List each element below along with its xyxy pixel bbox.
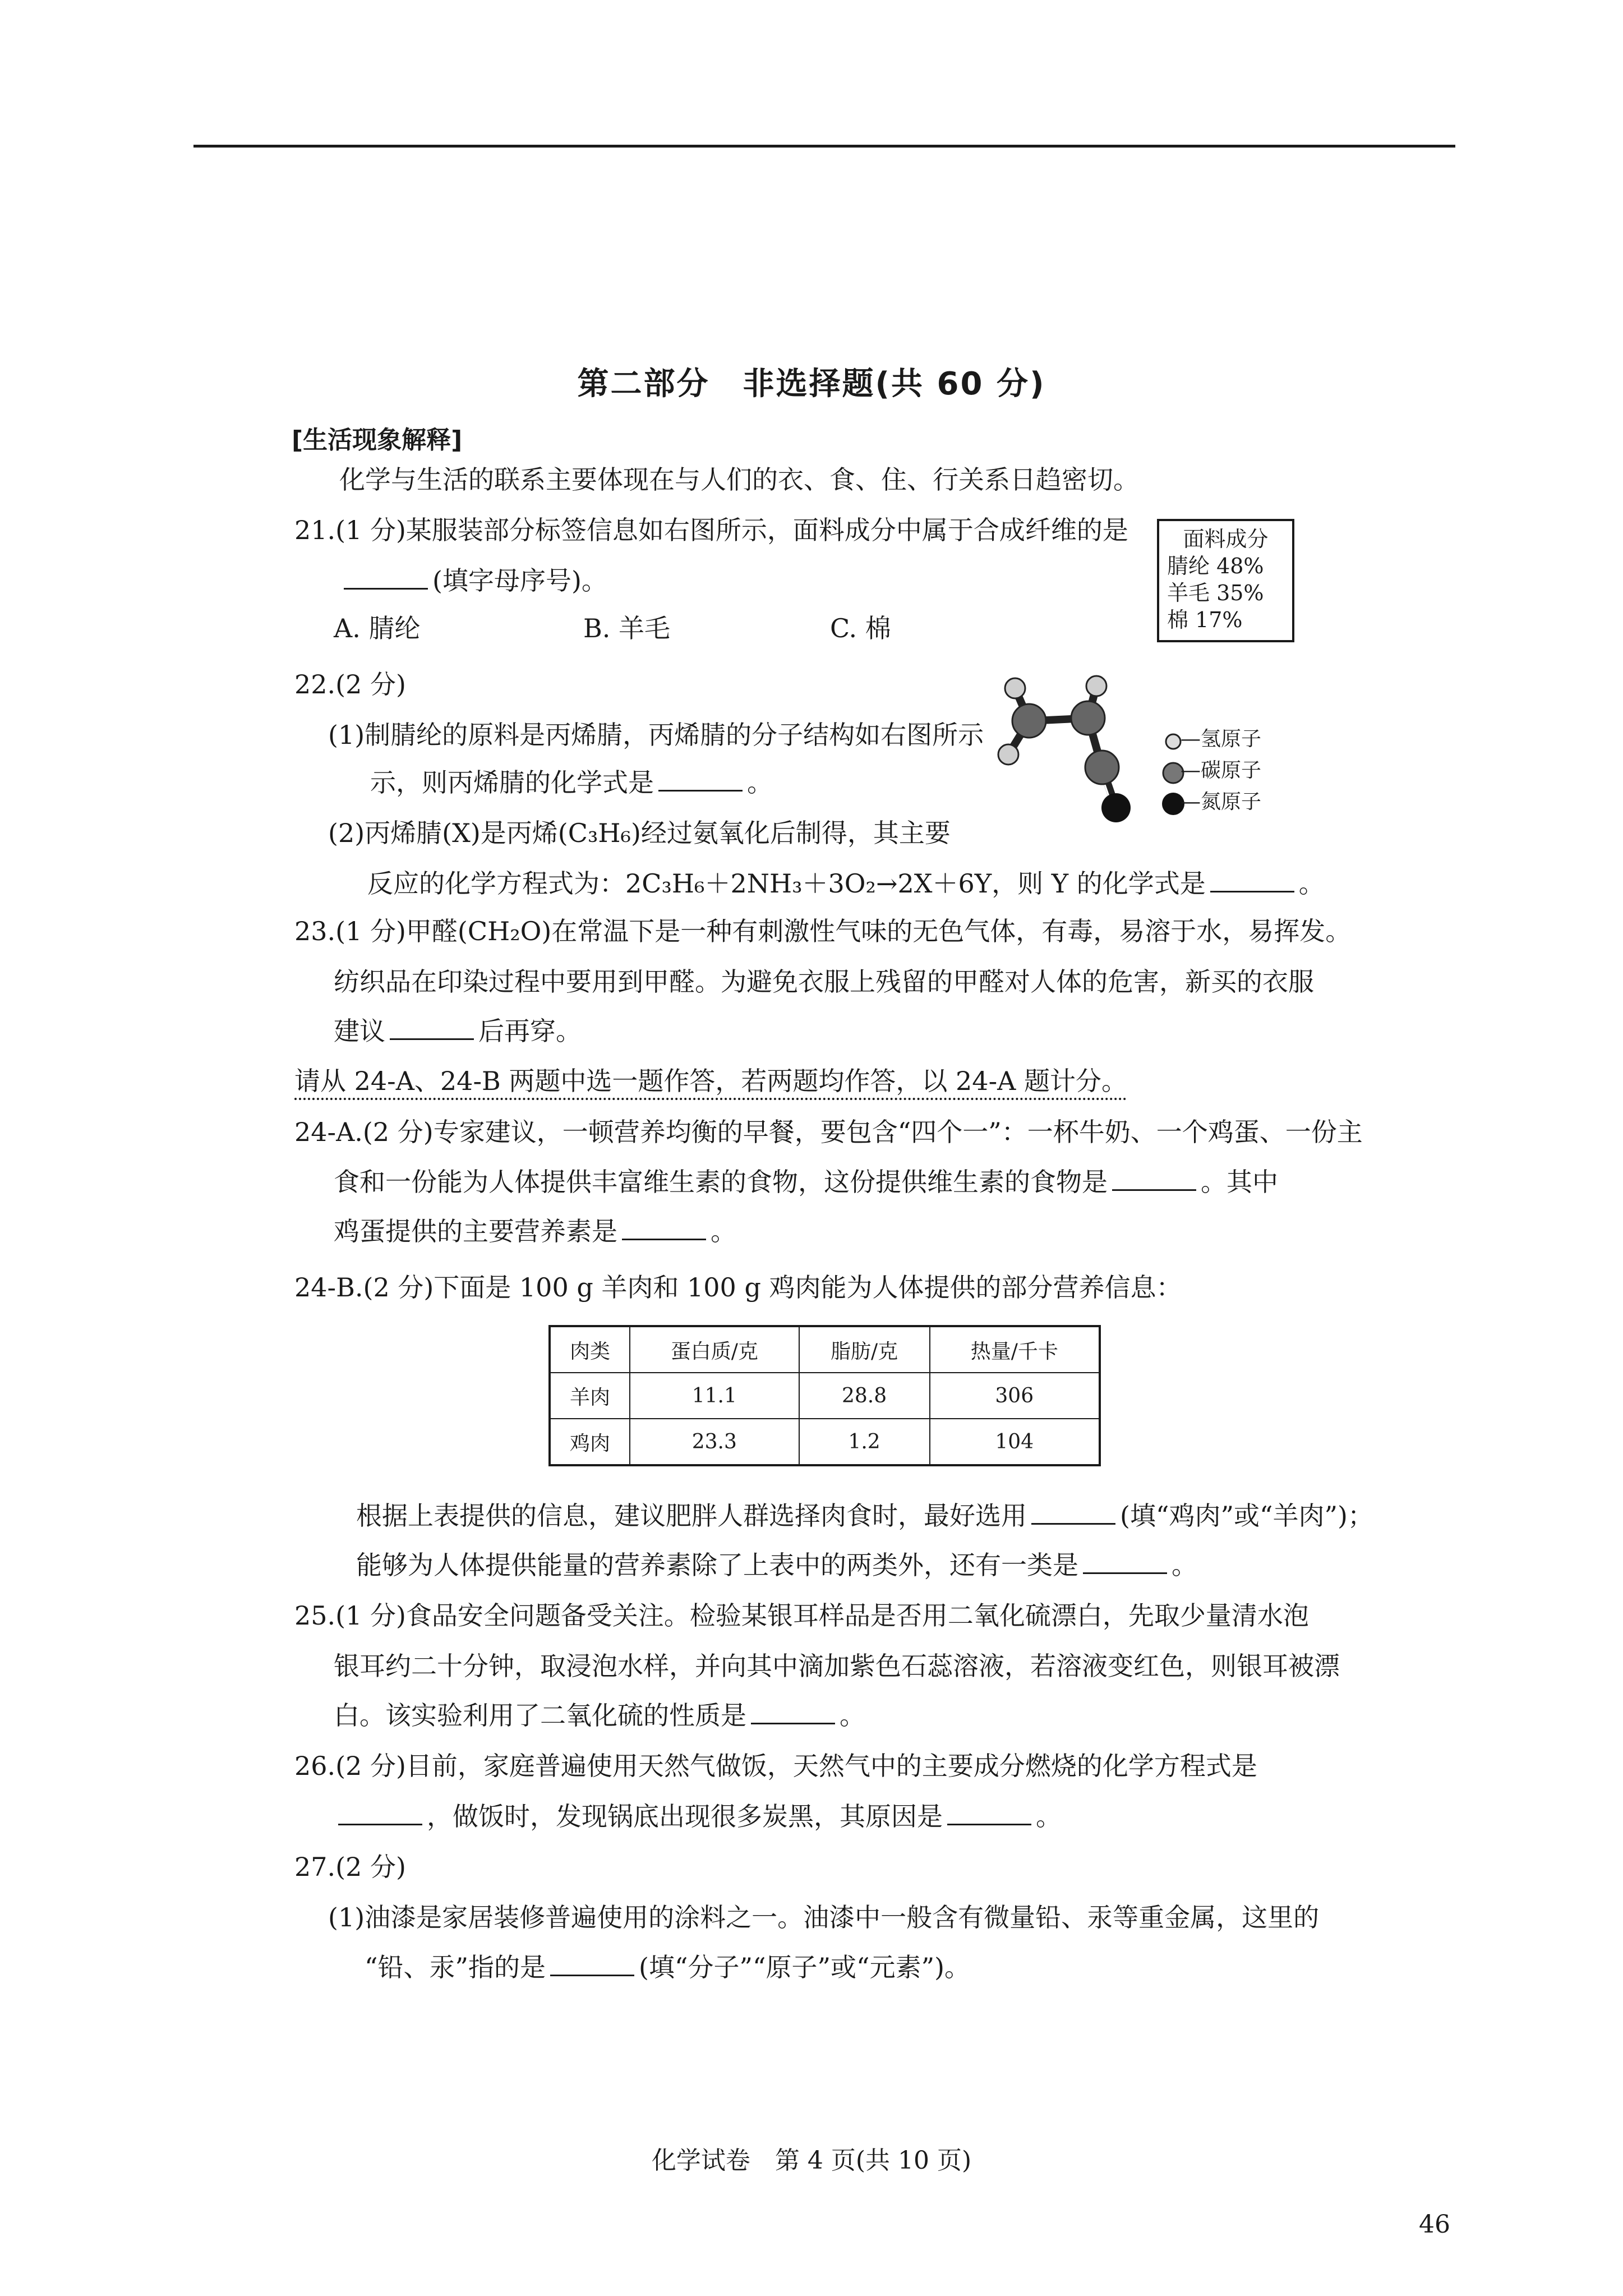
q22-part1-line1: (1)制腈纶的原料是丙烯腈，丙烯腈的分子结构如右图所示 xyxy=(328,720,984,750)
part-title: 第二部分 非选择题(共 60 分) xyxy=(577,366,1046,402)
fabric-item: 棉 17% xyxy=(1167,608,1243,632)
table-row xyxy=(550,1419,1100,1465)
q21-option-c: C. 棉 xyxy=(830,613,891,643)
fabric-item: 羊毛 35% xyxy=(1167,581,1264,605)
q23-line1: 23.(1 分)甲醛(CH₂O)在常温下是一种有刺激性气味的无色气体，有毒，易溶于水，易挥发。 xyxy=(294,916,1352,946)
legend-carbon: —碳原子 xyxy=(1181,759,1262,782)
q23-line2: 纺织品在印染过程中要用到甲醛。为避免衣服上残留的甲醛对人体的危害，新买的衣服 xyxy=(334,967,1314,997)
molecule-legend xyxy=(1181,724,1261,818)
page-number: 46 xyxy=(1419,2210,1450,2239)
q24b-line1: 24-B.(2 分)下面是 100 g 羊肉和 100 g 鸡肉能为人体提供的部分营养信息： xyxy=(294,1272,1182,1303)
choose-instruction: 请从 24-A、24-B 两题中选一题作答，若两题均作答，以 24-A 题计分。 xyxy=(294,1066,1127,1096)
q23-answer-blank[interactable] xyxy=(390,1016,474,1040)
q24b-after-line1: 根据上表提供的信息，建议肥胖人群选择肉食时，最好选用 (填“鸡肉”或“羊肉”)； xyxy=(356,1501,1373,1531)
table-header-cell: 热量/千卡 xyxy=(930,1326,1100,1373)
q21-answer-blank[interactable] xyxy=(344,565,428,590)
q24b-after-line2: 能够为人体提供能量的营养素除了上表中的两类外，还有一类是 。 xyxy=(356,1550,1197,1580)
q26-answer-blank-1[interactable] xyxy=(338,1801,422,1825)
table-cell: 23.3 xyxy=(630,1419,799,1465)
section-heading: [生活现象解释] xyxy=(292,426,463,454)
q22-answer-blank-2[interactable] xyxy=(1210,868,1294,892)
fabric-item: 腈纶 48% xyxy=(1167,554,1264,578)
table-cell: 104 xyxy=(930,1419,1100,1465)
q26-line1: 26.(2 分)目前，家庭普遍使用天然气做饭，天然气中的主要成分燃烧的化学方程式是 xyxy=(294,1751,1257,1781)
table-header-cell: 肉类 xyxy=(550,1326,630,1373)
q25-line3: 白。该实验利用了二氧化硫的性质是 。 xyxy=(334,1700,865,1731)
q21-line1: 21.(1 分)某服装部分标签信息如右图所示，面料成分中属于合成纤维的是 xyxy=(294,515,1128,545)
q24a-line3: 鸡蛋提供的主要营养素是 。 xyxy=(334,1216,736,1246)
legend-nitrogen: —氮原子 xyxy=(1181,790,1262,813)
q25-line1: 25.(1 分)食品安全问题备受关注。检验某银耳样品是否用二氧化硫漂白，先取少量清水泡 xyxy=(294,1600,1309,1631)
q22-answer-blank-1[interactable] xyxy=(658,767,743,792)
q24a-line1: 24-A.(2 分)专家建议，一顿营养均衡的早餐，要包含“四个一”：一杯牛奶、一个鸡蛋、一份主 xyxy=(294,1117,1363,1147)
q27-line1: (1)油漆是家居装修普遍使用的涂料之一。油漆中一般含有微量铅、汞等重金属，这里的 xyxy=(328,1902,1320,1932)
intro-text: 化学与生活的联系主要体现在与人们的衣、食、住、行关系日趋密切。 xyxy=(339,464,1139,495)
q27-line2: “铅、汞”指的是 (填“分子”“原子”或“元素”)。 xyxy=(365,1952,971,1982)
q22-part2-line2: 反应的化学方程式为：2C₃H₆＋2NH₃＋3O₂→2X＋6Y，则 Y 的化学式是 。 xyxy=(367,868,1325,899)
top-rule xyxy=(193,145,1455,148)
q27-head: 27.(2 分) xyxy=(294,1852,406,1882)
table-header-cell: 蛋白质/克 xyxy=(630,1326,799,1373)
q26-line2: ，做饭时，发现锅底出现很多炭黑，其原因是 。 xyxy=(334,1800,1062,1833)
q22-part1-line2: 示，则丙烯腈的化学式是 。 xyxy=(370,767,773,798)
q23-line3: 建议 后再穿。 xyxy=(334,1016,582,1046)
q22-part2-line1: (2)丙烯腈(X)是丙烯(C₃H₆)经过氨氧化后制得，其主要 xyxy=(328,818,951,848)
q24b-answer-blank-2[interactable] xyxy=(1083,1550,1167,1574)
q21-line2: (填字母序号)。 xyxy=(339,564,607,597)
q24a-line2: 食和一份能为人体提供丰富维生素的食物，这份提供维生素的食物是 。其中 xyxy=(334,1167,1278,1197)
page-footer: 化学试卷 第 4 页(共 10 页) xyxy=(651,2146,972,2175)
table-cell: 28.8 xyxy=(799,1373,930,1419)
q26-answer-blank-2[interactable] xyxy=(947,1801,1031,1825)
table-cell: 1.2 xyxy=(799,1419,930,1465)
q21-option-b: B. 羊毛 xyxy=(583,613,671,643)
legend-hydrogen: —氢原子 xyxy=(1181,728,1262,751)
table-cell: 鸡肉 xyxy=(550,1419,630,1465)
table-cell: 羊肉 xyxy=(550,1373,630,1419)
fabric-label-header: 面料成分 xyxy=(1183,527,1269,551)
table-row xyxy=(550,1373,1100,1419)
q22-head: 22.(2 分) xyxy=(294,669,406,700)
table-cell: 306 xyxy=(930,1373,1100,1419)
q25-line2: 银耳约二十分钟，取浸泡水样，并向其中滴加紫色石蕊溶液，若溶液变红色，则银耳被漂 xyxy=(334,1651,1340,1681)
table-cell: 11.1 xyxy=(630,1373,799,1419)
q25-answer-blank[interactable] xyxy=(751,1700,835,1724)
nutrition-table xyxy=(548,1325,1101,1466)
q24a-answer-blank-1[interactable] xyxy=(1112,1167,1196,1191)
fabric-label-box xyxy=(1157,519,1294,642)
q21-option-a: A. 腈纶 xyxy=(334,613,421,643)
table-header-cell: 脂肪/克 xyxy=(799,1326,930,1373)
q27-answer-blank[interactable] xyxy=(550,1952,634,1976)
table-header-row xyxy=(550,1326,1100,1373)
q24a-answer-blank-2[interactable] xyxy=(622,1216,706,1240)
acrylonitrile-molecule-diagram xyxy=(976,665,1312,833)
q24b-answer-blank-1[interactable] xyxy=(1031,1501,1115,1525)
